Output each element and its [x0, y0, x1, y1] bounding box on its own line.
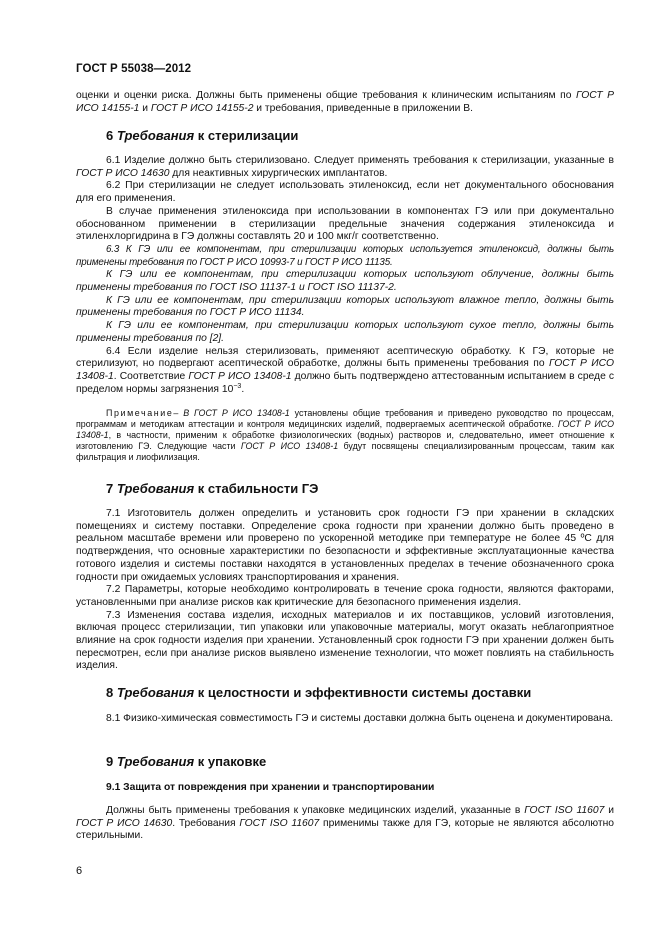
- standard-reference: В ГОСТ Р ИСО 13408-1: [183, 408, 290, 418]
- section-8-body: [76, 713, 614, 726]
- section-7-heading: 7 Требования к стабильности ГЭ: [106, 481, 319, 496]
- paragraph-6-3-dry-heat: К ГЭ или ее компонентам, при стерилизации которых используют сухое тепло, должны быть применены требования по [2].: [76, 320, 614, 344]
- section-9-body: [76, 805, 614, 843]
- paragraph-6-2: 6.2 При стерилизации не следует использовать этиленоксид, если нет документального обоснования для его применения.: [76, 180, 614, 205]
- paragraph-7-3: 7.3 Изменения состава изделия, исходных материалов и их поставщиков, условий изготовления, включая процесс стерилизации, тип упаковки или упаковочные материалы, могут оказать неблагоприятное влияние на срок годности изделия при хранении. Установленный срок годности ГЭ при хранении должен быть пересмотрен, если при анализе рисков выявлено изменение технологии, что может повлиять на стабильность изделия.: [76, 609, 614, 672]
- section-7-body: [76, 508, 614, 673]
- section-9-heading: 9 Требования к упаковке: [106, 754, 267, 769]
- note-block: [76, 408, 614, 463]
- standard-reference: ГОСТ ISO 11607: [524, 805, 605, 816]
- paragraph-6-3: 6.3 К ГЭ или ее компонентам, при стерилизации которых используется этиленоксид, должны быть применены требования по ГОСТ Р ИСО 10993-7 и ГОСТ Р ИСО 11135.: [76, 243, 614, 268]
- paragraph-6-2-ethylene-oxide: В случае применения этиленоксида при использовании в компонентах ГЭ или при документально обоснованном применении в стерилизации предельные значения содержания этиленоксида и этиленхлоргидрина в ГЭ должны составлять 20 и 100 мкг/г соответственно.: [76, 205, 614, 243]
- intro-block: [76, 90, 614, 115]
- page-number: 6: [76, 865, 83, 877]
- section-6-heading: 6 Требования к стерилизации: [106, 128, 299, 143]
- standard-reference: ГОСТ Р ИСО 13408-1: [188, 370, 292, 382]
- paragraph-7-1: 7.1 Изготовитель должен определить и установить срок годности ГЭ при хранении в складских помещениях и систему поставки. Определение срока годности при хранении должно быть проведено в реальном масштабе времени или проверено по ускоренной методике при температуре не более 45 ºС для подтверждения, что основные характеристики по безопасности и эффективные эксплуатационные качества готового изделия и системы поставки находятся в установленных пределах в течение обозначенного срока годности при ожидаемых условиях транспортирования и хранения.: [76, 508, 614, 583]
- standard-reference: ГОСТ Р ИСО 14630: [76, 817, 173, 829]
- exponent: −3: [233, 382, 242, 390]
- subsection-9-1-heading: 9.1 Защита от повреждения при хранении и транспортировании: [106, 782, 435, 793]
- document-header: ГОСТ Р 55038—2012: [76, 63, 192, 75]
- section-8-heading: 8 Требования к целостности и эффективности системы доставки: [106, 685, 532, 700]
- paragraph-6-3-moist-heat: К ГЭ или ее компонентам, при стерилизации которых используют влажное тепло, должны быть применены требования по ГОСТ Р ИСО 11134.: [76, 294, 614, 319]
- standard-reference: ГОСТ Р ИСО 13408-1: [76, 358, 615, 382]
- standard-reference: ГОСТ Р ИСО 13408-1: [76, 419, 614, 440]
- paragraph-9-1: Должны быть применены требования к упаковке медицинских изделий, указанные в ГОСТ ISO 11607 и ГОСТ Р ИСО 14630. Требования ГОСТ ISO 11607 применимы также для ГЭ, которые не являются абсолютно стерильными.: [76, 805, 614, 842]
- paragraph-6-1: 6.1 Изделие должно быть стерилизовано. Следует применять требования к стерилизации, указанные в ГОСТ Р ИСО 14630 для неактивных хирургических имплантатов.: [76, 155, 614, 179]
- standard-reference: ГОСТ Р ИСО 13408-1: [240, 441, 339, 451]
- standard-reference: ГОСТ ISO 11607: [239, 817, 320, 829]
- intro-paragraph: оценки и оценки риска. Должны быть применены общие требования к клиническим испытаниям по ГОСТ Р ИСО 14155-1 и ГОСТ Р ИСО 14155-2 и требования, приведенные в приложении В.: [76, 90, 614, 114]
- standard-reference: ГОСТ Р ИСО 14155-2: [150, 102, 254, 114]
- paragraph-7-2: 7.2 Параметры, которые необходимо контролировать в течение срока годности, являются факторами, установленными при анализе рисков как критические для безопасного применения изделия.: [76, 584, 614, 608]
- paragraph-6-4: 6.4 Если изделие нельзя стерилизовать, применяют асептическую обработку. К ГЭ, которые не стерилизуют, но подвергают асептической обработке, должны быть применены требования по ГОСТ Р ИСО 13408-1. Соответствие ГОСТ Р ИСО 13408-1 должно быть подтверждено аттестованным испытанием в среде с пределом нормы загрязнения $10^{-3}$.: [76, 345, 615, 395]
- standard-reference: ГОСТ Р ИСО 14630: [76, 167, 170, 179]
- note-label: Примечание: [106, 408, 174, 418]
- paragraph-6-3-irradiation: К ГЭ или ее компонентам, при стерилизации которых используют облучение, должны быть применены требования по ГОСТ ISO 11137-1 и ГОСТ ISO 11137-2.: [76, 269, 614, 294]
- standard-reference: ГОСТ Р ИСО 14155-1: [76, 90, 614, 114]
- paragraph-8-1: 8.1 Физико-химическая совместимость ГЭ и системы доставки должна быть оценена и документирована.: [106, 713, 614, 724]
- section-6-body: [76, 155, 614, 396]
- note-paragraph: Примечание– В ГОСТ Р ИСО 13408-1 установлены общие требования и приведено руководство по процессам, программам и методикам аттестации и контроля медицинских изделий, подвергаемых асептической обработке. ГОСТ Р ИСО 13408-1, в частности, применим к обработке физиологических (водных) растворов и, следовательно, имеет отношение к изготовлению ГЭ. Следующие части ГОСТ Р ИСО 13408-1 будут посвящены специализированным процессам, таким как фильтрация и лиофилизация.: [76, 408, 615, 462]
